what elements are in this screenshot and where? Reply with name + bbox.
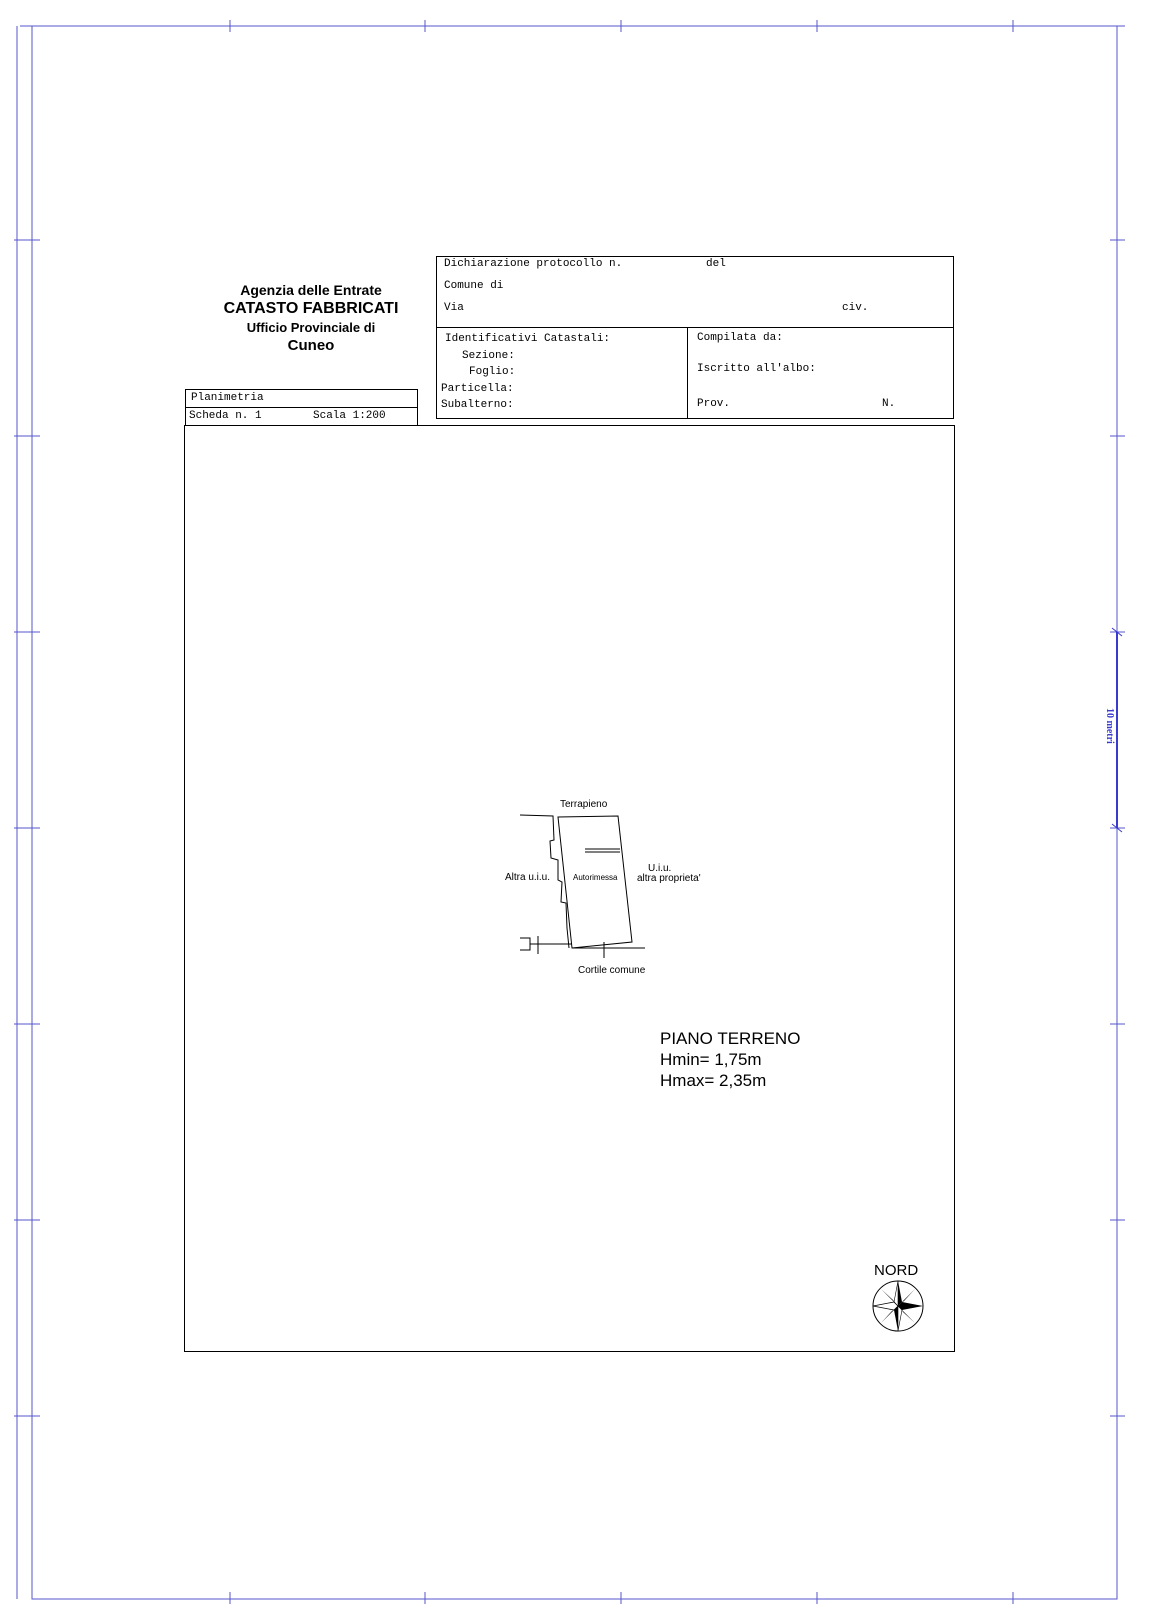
label-uiu: U.i.u. bbox=[648, 863, 672, 874]
label-cortile: Cortile comune bbox=[578, 965, 646, 976]
label-altra-uiu: Altra u.i.u. bbox=[505, 872, 551, 883]
identifiers-title: Identificativi Catastali: bbox=[445, 333, 611, 345]
label-altra-proprieta: altra proprieta' bbox=[637, 873, 701, 884]
civ-label: civ. bbox=[842, 302, 869, 314]
comune-label: Comune di bbox=[444, 280, 504, 292]
particella-label: Particella: bbox=[441, 383, 514, 395]
label-autorimessa: Autorimessa bbox=[573, 873, 618, 882]
office-city: Cuneo bbox=[287, 337, 335, 354]
scheda-number: Scheda n. 1 bbox=[189, 410, 262, 422]
n-label: N. bbox=[882, 398, 896, 410]
floor-info bbox=[660, 1028, 800, 1091]
compilata-label: Compilata da: bbox=[697, 332, 783, 344]
agency-name: Agenzia delle Entrate bbox=[240, 282, 382, 298]
office-label: Ufficio Provinciale di bbox=[246, 320, 376, 335]
compass-label: NORD bbox=[874, 1262, 919, 1279]
scale-bar-label: 10 metri bbox=[1104, 708, 1115, 744]
foglio-label: Foglio: bbox=[469, 366, 516, 378]
via-label: Via bbox=[444, 302, 464, 314]
floor-name: PIANO TERRENO bbox=[660, 1029, 801, 1048]
del-label: del bbox=[706, 258, 726, 270]
subalterno-label: Subalterno: bbox=[441, 399, 514, 411]
label-terrapieno: Terrapieno bbox=[560, 799, 608, 810]
planimetria-title: Planimetria bbox=[191, 392, 264, 404]
scala-label: Scala 1:200 bbox=[313, 410, 386, 422]
sezione-label: Sezione: bbox=[462, 350, 515, 362]
height-max: Hmax= 2,35m bbox=[660, 1071, 767, 1090]
compass-rose-icon bbox=[871, 1279, 925, 1333]
protocol-label: Dichiarazione protocollo n. bbox=[444, 258, 623, 270]
office-header bbox=[196, 282, 426, 354]
iscritto-label: Iscritto all'albo: bbox=[697, 363, 816, 375]
catasto-title: CATASTO FABBRICATI bbox=[223, 300, 399, 317]
prov-label: Prov. bbox=[697, 398, 731, 410]
height-min: Hmin= 1,75m bbox=[660, 1050, 762, 1069]
